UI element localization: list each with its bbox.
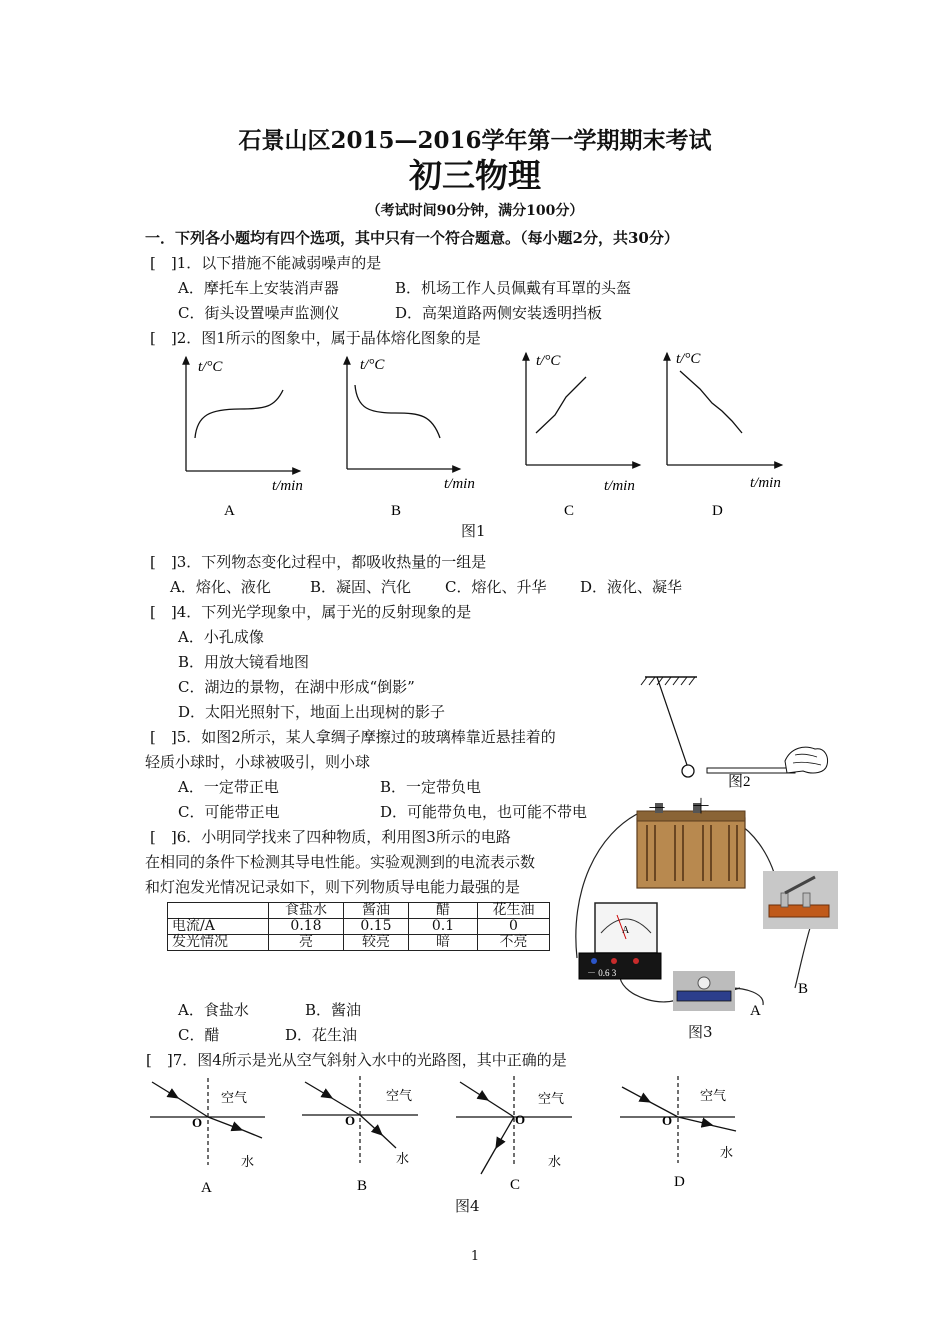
diagram-b xyxy=(302,1076,418,1194)
table-cell xyxy=(168,903,269,919)
q5-stem-1: [ ]5．如图2所示，某人拿绸子摩擦过的玻璃棒靠近悬挂着的 xyxy=(150,728,556,746)
graph-d-xlabel: t/min xyxy=(750,475,781,491)
q5-stem-2: 轻质小球时，小球被吸引，则小球 xyxy=(145,753,371,771)
diagram-a-water: 水 xyxy=(241,1155,255,1170)
table-cell: 发光情况 xyxy=(168,935,269,951)
table-cell: 酱油 xyxy=(344,903,409,919)
hand xyxy=(785,747,828,773)
table-cell: 0 xyxy=(478,919,550,935)
diagram-a-origin: O xyxy=(192,1115,203,1130)
graph-b-label: B xyxy=(391,503,402,519)
table-cell: 醋 xyxy=(409,903,478,919)
q4-option-a: A．小孔成像 xyxy=(178,628,264,646)
q4-option-d: D．太阳光照射下，地面上出现树的影子 xyxy=(178,703,446,721)
switch-icon xyxy=(763,871,838,929)
diagram-b-label: B xyxy=(357,1178,368,1194)
q1-option-b: B．机场工作人员佩戴有耳罩的头盔 xyxy=(395,279,632,297)
graph-c xyxy=(526,353,640,519)
section-heading: 一．下列各小题均有四个选项，其中只有一个符合题意。（每小题2分，共30分） xyxy=(145,229,679,247)
table-row xyxy=(168,935,550,951)
q4-option-c: C．湖边的景物，在湖中形成“倒影” xyxy=(178,678,415,696)
diagram-d xyxy=(620,1076,736,1190)
q6-option-c: C．醋 xyxy=(178,1026,220,1044)
diagram-c-origin: O xyxy=(515,1112,526,1127)
graph-d-label: D xyxy=(712,503,723,519)
battery-minus-label: － xyxy=(647,798,667,820)
q4-stem: [ ]4．下列光学现象中，属于光的反射现象的是 xyxy=(150,603,472,621)
diagram-a-label: A xyxy=(201,1180,212,1196)
exam-note: （考试时间90分钟，满分100分） xyxy=(366,203,584,219)
diagram-d-origin: O xyxy=(662,1113,673,1128)
table-cell: 0.18 xyxy=(269,919,344,935)
figure-3-caption: 图3 xyxy=(688,1023,713,1041)
figure-3 xyxy=(565,793,850,1043)
q1-option-c: C．街头设置噪声监测仪 xyxy=(178,304,340,322)
meter-terminals: － 0.6 3 xyxy=(587,968,617,978)
table-cell: 较亮 xyxy=(344,935,409,951)
q5-option-d: D．可能带负电，也可能不带电 xyxy=(380,803,588,821)
table-header-row xyxy=(168,903,550,919)
diagram-b-water: 水 xyxy=(396,1152,410,1167)
q6-stem-3: 和灯泡发光情况记录如下，则下列物质导电能力最强的是 xyxy=(145,878,521,896)
figure-3-point-b: B xyxy=(798,981,809,997)
q6-option-a: A．食盐水 xyxy=(178,1001,249,1019)
ammeter-icon xyxy=(579,903,661,979)
q1-option-d: D．高架道路两侧安装透明挡板 xyxy=(395,304,603,322)
q1-stem: [ ]1．以下措施不能减弱噪声的是 xyxy=(150,254,382,272)
graph-a xyxy=(186,357,303,519)
table-row xyxy=(168,919,550,935)
diagram-c-water: 水 xyxy=(548,1155,562,1170)
battery-plus-label: ＋ xyxy=(691,796,711,818)
table-cell: 暗 xyxy=(409,935,478,951)
diagram-c xyxy=(456,1076,572,1193)
conductivity-table xyxy=(167,902,550,951)
figure-1-caption: 图1 xyxy=(461,522,486,540)
graph-b xyxy=(347,357,475,519)
graph-d-ylabel: t/°C xyxy=(676,351,701,367)
figure-2-label: 图2 xyxy=(728,774,751,790)
figure-4-caption: 图4 xyxy=(455,1197,480,1215)
graph-b-xlabel: t/min xyxy=(444,476,475,492)
q3-option-d: D．液化、凝华 xyxy=(580,578,683,596)
table-cell: 花生油 xyxy=(478,903,550,919)
light-ball xyxy=(682,765,694,777)
diagram-a xyxy=(150,1078,265,1196)
figure-4 xyxy=(0,1070,950,1200)
diagram-c-air: 空气 xyxy=(538,1092,565,1107)
table-cell: 不亮 xyxy=(478,935,550,951)
thread xyxy=(657,677,687,765)
diagram-c-label: C xyxy=(510,1177,521,1193)
q4-option-b: B．用放大镜看地图 xyxy=(178,653,310,671)
figure-1 xyxy=(0,345,950,545)
diagram-d-label: D xyxy=(674,1174,685,1190)
meter-letter: A xyxy=(622,925,630,936)
table-cell: 亮 xyxy=(269,935,344,951)
q6-stem-1: [ ]6．小明同学找来了四种物质，利用图3所示的电路 xyxy=(150,828,511,846)
q3-option-b: B．凝固、汽化 xyxy=(310,578,412,596)
q2-stem: [ ]2．图1所示的图象中，属于晶体熔化图象的是 xyxy=(150,329,481,347)
graph-d xyxy=(667,351,782,519)
graph-c-ylabel: t/°C xyxy=(536,353,561,369)
graph-a-ylabel: t/°C xyxy=(198,359,223,375)
q6-option-b: B．酱油 xyxy=(305,1001,362,1019)
figure-3-point-a: A xyxy=(750,1003,761,1019)
diagram-d-water: 水 xyxy=(720,1146,734,1161)
q6-stem-2: 在相同的条件下检测其导电性能。实验观测到的电流表示数 xyxy=(145,853,536,871)
q7-stem: [ ]7．图4所示是光从空气斜射入水中的光路图，其中正确的是 xyxy=(146,1051,567,1069)
graph-a-xlabel: t/min xyxy=(272,478,303,494)
exam-title: 石景山区2015—2016学年第一学期期末考试 xyxy=(238,127,712,154)
q5-option-c: C．可能带正电 xyxy=(178,803,280,821)
page-number: 1 xyxy=(470,1249,480,1264)
graph-c-xlabel: t/min xyxy=(604,478,635,494)
figure-2 xyxy=(635,665,835,790)
diagram-d-air: 空气 xyxy=(700,1089,727,1104)
diagram-a-air: 空气 xyxy=(221,1091,248,1106)
diagram-b-origin: O xyxy=(345,1113,356,1128)
q1-option-a: A．摩托车上安装消声器 xyxy=(178,279,339,297)
table-cell: 0.1 xyxy=(409,919,478,935)
lamp-icon xyxy=(673,971,735,1011)
q5-option-b: B．一定带负电 xyxy=(380,778,482,796)
diagram-b-air: 空气 xyxy=(386,1089,413,1104)
q3-option-c: C．熔化、升华 xyxy=(445,578,547,596)
q5-option-a: A．一定带正电 xyxy=(178,778,279,796)
table-cell: 0.15 xyxy=(344,919,409,935)
q6-option-d: D．花生油 xyxy=(285,1026,358,1044)
graph-c-label: C xyxy=(564,503,575,519)
table-cell: 食盐水 xyxy=(269,903,344,919)
q3-stem: [ ]3．下列物态变化过程中，都吸收热量的一组是 xyxy=(150,553,487,571)
graph-a-label: A xyxy=(224,503,235,519)
glass-rod xyxy=(707,768,795,773)
q3-option-a: A．熔化、液化 xyxy=(170,578,271,596)
graph-b-ylabel: t/°C xyxy=(360,357,385,373)
table-cell: 电流/A xyxy=(168,919,269,935)
subject-title: 初三物理 xyxy=(409,156,541,195)
